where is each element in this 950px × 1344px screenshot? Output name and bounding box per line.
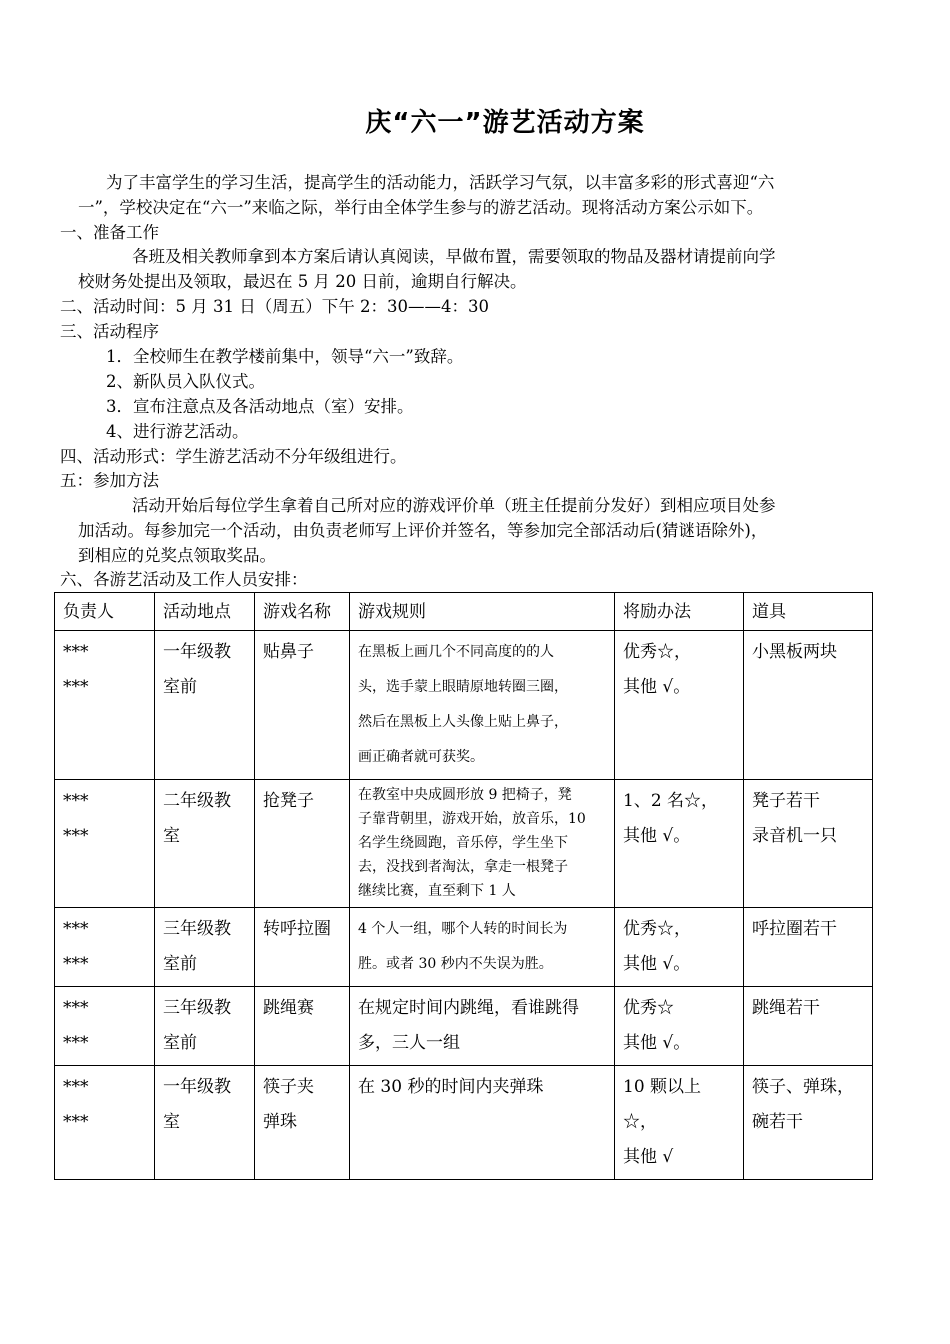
cell-person: *** *** (55, 987, 155, 1066)
intro-line-2: 一”，学校决定在“六一”来临之际，举行由全体学生参与的游艺活动。现将活动方案公示如下。 (78, 198, 764, 217)
header-reward: 将励办法 (615, 593, 744, 631)
cell-reward: 1、2 名☆， 其他 √。 (615, 780, 744, 908)
cell-game: 抢凳子 (255, 780, 350, 908)
cell-props: 小黑板两块 (744, 631, 873, 780)
activity-table (54, 592, 873, 1180)
header-game: 游戏名称 (255, 593, 350, 631)
cell-props: 呼拉圈若干 (744, 908, 873, 987)
cell-rules: 在规定时间内跳绳，看谁跳得 多，三人一组 (350, 987, 615, 1066)
table-header-row (55, 593, 873, 631)
intro-line-1: 为了丰富学生的学习生活，提高学生的活动能力，活跃学习气氛，以丰富多彩的形式喜迎“六 (106, 173, 775, 192)
section-3-item-1: 1．全校师生在教学楼前集中，领导“六一”致辞。 (106, 347, 464, 366)
cell-props: 凳子若干 录音机一只 (744, 780, 873, 908)
cell-place: 一年级教 室前 (155, 631, 255, 780)
cell-place: 二年级教 室 (155, 780, 255, 908)
cell-rules: 在 30 秒的时间内夹弹珠 (350, 1066, 615, 1180)
section-3-item-4: 4、进行游艺活动。 (106, 422, 249, 441)
cell-reward: 优秀☆ 其他 √。 (615, 987, 744, 1066)
cell-reward: 优秀☆， 其他 √。 (615, 631, 744, 780)
cell-rules: 在黑板上画几个不同高度的的人 头，选手蒙上眼睛原地转圈三圈， 然后在黑板上人头像上贴上鼻子， 画正确者就可获奖。 (350, 631, 615, 780)
cell-rules: 在教室中央成圆形放 9 把椅子，凳 子靠背朝里，游戏开始，放音乐，10 名学生绕圆跑，音乐停，学生坐下 去，没找到者淘汰，拿走一根凳子 继续比赛，直至剩下 1 人 (350, 780, 615, 908)
section-1-heading: 一、准备工作 (60, 223, 159, 242)
section-3-item-3: 3．宣布注意点及各活动地点（室）安排。 (106, 397, 414, 416)
cell-person: *** *** (55, 780, 155, 908)
cell-person: *** *** (55, 908, 155, 987)
table-row (55, 987, 873, 1066)
cell-props: 跳绳若干 (744, 987, 873, 1066)
header-place: 活动地点 (155, 593, 255, 631)
cell-person: *** *** (55, 631, 155, 780)
section-3-heading: 三、活动程序 (60, 322, 159, 341)
header-rules: 游戏规则 (350, 593, 615, 631)
section-4-form: 四、活动形式：学生游艺活动不分年级组进行。 (60, 447, 407, 466)
section-1-line-1: 各班及相关教师拿到本方案后请认真阅读，早做布置，需要领取的物品及器材请提前向学 (132, 247, 776, 266)
section-6-heading: 六、各游艺活动及工作人员安排： (60, 570, 308, 589)
section-1-line-2: 校财务处提出及领取，最迟在 5 月 20 日前，逾期自行解决。 (78, 272, 527, 291)
cell-game: 贴鼻子 (255, 631, 350, 780)
section-3-item-2: 2、新队员入队仪式。 (106, 372, 265, 391)
section-5-line-2: 加活动。每参加完一个活动，由负责老师写上评价并签名，等参加完全部活动后(猜谜语除外)， (78, 521, 768, 540)
cell-game: 转呼拉圈 (255, 908, 350, 987)
table-row (55, 908, 873, 987)
page-title: 庆“六一”游艺活动方案 (365, 108, 645, 138)
table-row (55, 1066, 873, 1180)
cell-place: 三年级教 室前 (155, 987, 255, 1066)
cell-game: 筷子夹 弹珠 (255, 1066, 350, 1180)
cell-rules: 4 个人一组，哪个人转的时间长为 胜。或者 30 秒内不失误为胜。 (350, 908, 615, 987)
cell-place: 一年级教 室 (155, 1066, 255, 1180)
cell-game: 跳绳赛 (255, 987, 350, 1066)
cell-place: 三年级教 室前 (155, 908, 255, 987)
table-row (55, 631, 873, 780)
header-person: 负责人 (55, 593, 155, 631)
section-5-heading: 五：参加方法 (60, 471, 159, 490)
cell-reward: 优秀☆， 其他 √。 (615, 908, 744, 987)
cell-props: 筷子、弹珠， 碗若干 (744, 1066, 873, 1180)
header-props: 道具 (744, 593, 873, 631)
cell-reward: 10 颗以上☆， 其他 √ (615, 1066, 744, 1180)
section-5-line-3: 到相应的兑奖点领取奖品。 (78, 546, 276, 565)
section-5-line-1: 活动开始后每位学生拿着自己所对应的游戏评价单（班主任提前分发好）到相应项目处参 (132, 496, 776, 515)
table-row (55, 780, 873, 908)
cell-person: *** *** (55, 1066, 155, 1180)
section-2-time: 二、活动时间：5 月 31 日（周五）下午 2：30——4：30 (60, 297, 489, 316)
